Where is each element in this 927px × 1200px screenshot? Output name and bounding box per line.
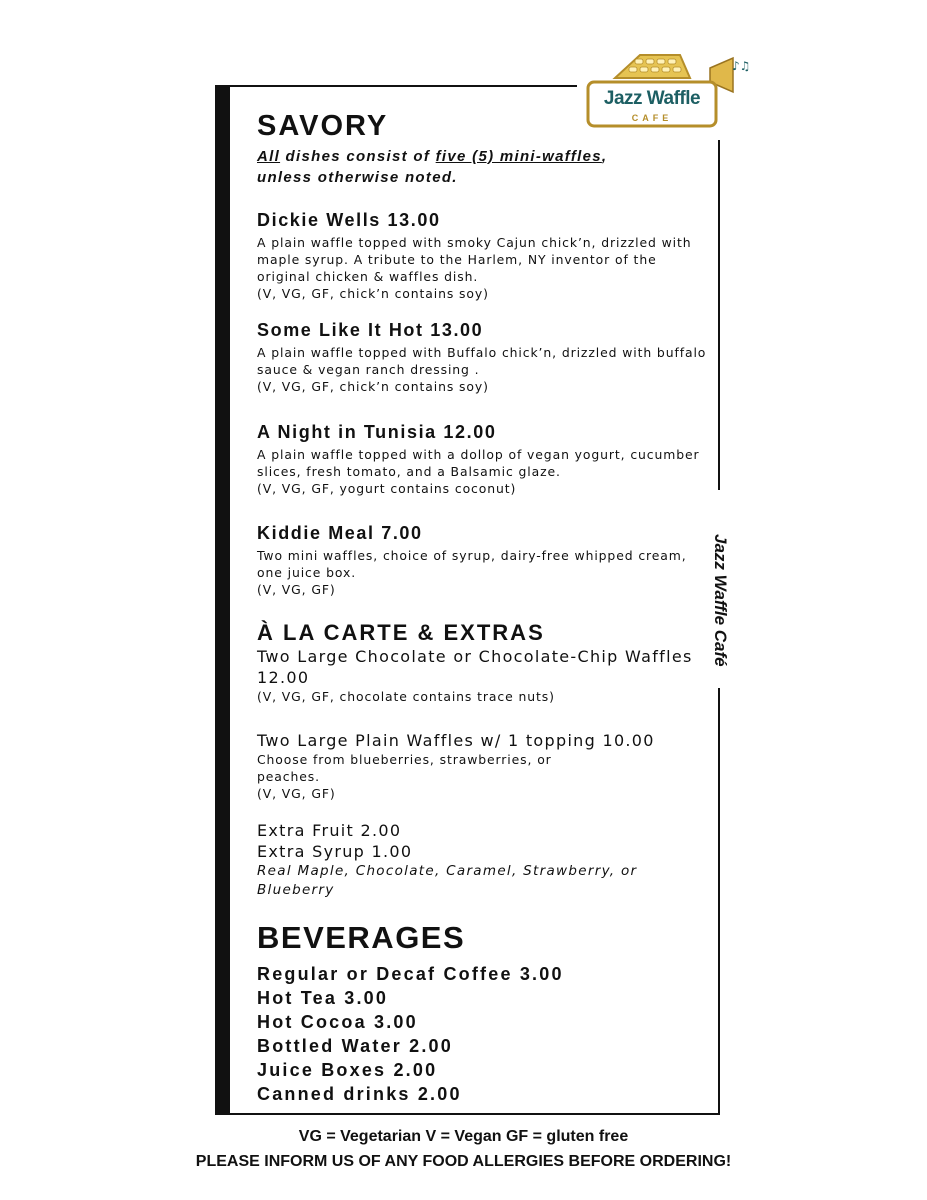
beverage-item: Canned drinks 2.00 bbox=[257, 1084, 462, 1104]
savory-note bbox=[257, 146, 712, 188]
menu-content bbox=[257, 110, 712, 1106]
note-five: five (5) mini-waffles bbox=[435, 148, 602, 165]
menu-item bbox=[257, 523, 712, 598]
plain-waffles-tags: (V, VG, GF) bbox=[257, 786, 336, 801]
logo-wordmark: Jazz Waffle bbox=[603, 88, 701, 109]
vertical-brand-label: Jazz Waffle Café bbox=[711, 533, 730, 667]
logo-subtitle: CAFE bbox=[631, 113, 673, 123]
beverage-item: Hot Cocoa 3.00 bbox=[257, 1012, 418, 1032]
allergy-warning: PLEASE INFORM US OF ANY FOOD ALLERGIES BEFORE ORDERING! bbox=[195, 1153, 732, 1170]
note-all: All bbox=[257, 148, 281, 165]
top-rule bbox=[215, 85, 577, 87]
item-description: A plain waffle topped with a dollop of vegan yogurt, cucumber slices, fresh tomato, and a Balsamic glaze. bbox=[257, 447, 700, 479]
plain-waffles-item: Two Large Plain Waffles w/ 1 topping 10.00 bbox=[257, 731, 655, 750]
menu-item bbox=[257, 320, 712, 395]
item-tags: (V, VG, GF, chick’n contains soy) bbox=[257, 286, 489, 301]
carte-title: À LA CARTE & EXTRAS bbox=[257, 620, 545, 645]
beverages-title: BEVERAGES bbox=[257, 920, 466, 955]
note-line2: unless otherwise noted. bbox=[257, 169, 458, 186]
menu-item bbox=[257, 210, 712, 302]
beverage-item: Hot Tea 3.00 bbox=[257, 988, 389, 1008]
right-rule-bottom bbox=[718, 688, 720, 1115]
beverage-item: Juice Boxes 2.00 bbox=[257, 1060, 438, 1080]
item-tags: (V, VG, GF) bbox=[257, 582, 336, 597]
beverage-item: Bottled Water 2.00 bbox=[257, 1036, 453, 1056]
menu-item bbox=[257, 422, 712, 497]
item-description: A plain waffle topped with smoky Cajun chick’n, drizzled with maple syrup. A tribute to the Harlem, NY inventor of the original chicken & waffles dish. bbox=[257, 235, 692, 284]
beverage-list bbox=[257, 962, 712, 1106]
chocolate-waffles-tags: (V, VG, GF, chocolate contains trace nuts) bbox=[257, 689, 555, 704]
extra-syrup-item: Extra Syrup 1.00 bbox=[257, 842, 413, 861]
beverage-item: Regular or Decaf Coffee 3.00 bbox=[257, 964, 564, 984]
item-description: A plain waffle topped with Buffalo chick’n, drizzled with buffalo sauce & vegan ranch dressing . bbox=[257, 345, 707, 377]
item-name: Dickie Wells 13.00 bbox=[257, 210, 441, 230]
item-name: A Night in Tunisia 12.00 bbox=[257, 422, 497, 442]
savory-title: SAVORY bbox=[257, 110, 389, 142]
item-tags: (V, VG, GF, yogurt contains coconut) bbox=[257, 481, 517, 496]
item-name: Some Like It Hot 13.00 bbox=[257, 320, 484, 340]
item-description: Two mini waffles, choice of syrup, dairy-free whipped cream, one juice box. bbox=[257, 548, 687, 580]
item-tags: (V, VG, GF, chick’n contains soy) bbox=[257, 379, 489, 394]
chocolate-waffles-item: Two Large Chocolate or Chocolate-Chip Waffles 12.00 bbox=[257, 647, 693, 687]
note-mid: dishes consist of bbox=[280, 148, 436, 165]
plain-waffles-desc: Choose from blueberries, strawberries, or peaches. bbox=[257, 752, 552, 784]
item-name: Kiddie Meal 7.00 bbox=[257, 523, 423, 543]
extra-fruit-item: Extra Fruit 2.00 bbox=[257, 821, 402, 840]
extra-syrup-desc: Real Maple, Chocolate, Caramel, Strawberry, or Blueberry bbox=[257, 863, 638, 898]
right-rule-top bbox=[718, 140, 720, 490]
note-end: , bbox=[601, 148, 608, 165]
svg-text:♪♫: ♪♫ bbox=[732, 59, 751, 73]
dietary-legend: VG = Vegetarian V = Vegan GF = gluten free bbox=[298, 1128, 629, 1145]
